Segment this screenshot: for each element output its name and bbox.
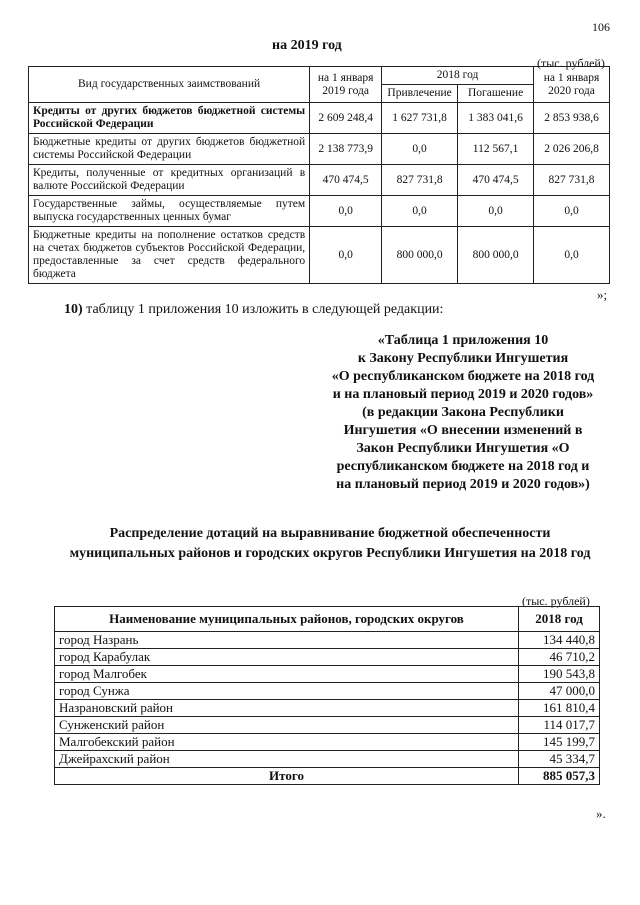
row-name: город Карабулак [55, 649, 519, 666]
paragraph-text: таблицу 1 приложения 10 изложить в следующей редакции: [86, 302, 444, 317]
heading-line: и на плановый период 2019 и 2020 годов» [332, 387, 594, 402]
cell-value: 1 383 041,6 [458, 103, 534, 134]
row-value: 161 810,4 [519, 700, 600, 717]
header-name: Наименование муниципальных районов, городских округов [55, 607, 519, 632]
cell-value: 0,0 [310, 196, 382, 227]
row-name: Джейрахский район [55, 751, 519, 768]
distribution-unit: (тыс. рублей) [522, 594, 590, 608]
row-value: 47 000,0 [519, 683, 600, 700]
header-jan2020: на 1 января 2020 года [534, 67, 610, 103]
cell-value: 0,0 [534, 196, 610, 227]
row-value: 45 334,7 [519, 751, 600, 768]
heading-line: к Закону Республики Ингушетия [357, 351, 569, 366]
cell-value: 800 000,0 [458, 227, 534, 284]
row-label: Государственные займы, осуществляемые путем выпуска государственных ценных бумаг [29, 196, 310, 227]
cell-value: 2 138 773,9 [310, 134, 382, 165]
cell-value: 0,0 [534, 227, 610, 284]
distribution-table [54, 606, 600, 785]
appendix-heading [318, 332, 608, 494]
row-name: Малгобекский район [55, 734, 519, 751]
row-name: город Назрань [55, 632, 519, 649]
row-value: 134 440,8 [519, 632, 600, 649]
borrowings-table [28, 66, 610, 284]
table-row [29, 134, 610, 165]
row-value: 46 710,2 [519, 649, 600, 666]
header-attract: Привлечение [382, 85, 458, 103]
cell-value: 0,0 [382, 134, 458, 165]
row-value: 145 199,7 [519, 734, 600, 751]
heading-line: Ингушетия «О внесении изменений в [343, 423, 583, 438]
row-name: город Сунжа [55, 683, 519, 700]
title-line: муниципальных районов и городских округов Республики Ингушетия на 2018 год [69, 546, 591, 561]
row-label: Кредиты, полученные от кредитных организаций в валюте Российской Федерации [29, 165, 310, 196]
cell-value: 2 853 938,6 [534, 103, 610, 134]
cell-value: 2 026 206,8 [534, 134, 610, 165]
table-row [55, 632, 600, 649]
table-row [55, 700, 600, 717]
paragraph-number: 10) [64, 302, 83, 317]
heading-line: республиканском бюджете на 2018 год и [336, 459, 590, 474]
header-repay: Погашение [458, 85, 534, 103]
row-label: Кредиты от других бюджетов бюджетной системы Российской Федерации [29, 103, 310, 134]
cell-value: 0,0 [382, 196, 458, 227]
top-table-title: на 2019 год [272, 38, 342, 53]
header-year: 2018 год [519, 607, 600, 632]
table-row [29, 165, 610, 196]
heading-line: Закон Республики Ингушетия «О [356, 441, 570, 456]
header-type: Вид государственных заимствований [29, 67, 310, 103]
table-row [29, 196, 610, 227]
cell-value: 827 731,8 [534, 165, 610, 196]
row-name: Назрановский район [55, 700, 519, 717]
cell-value: 827 731,8 [382, 165, 458, 196]
title-line: Распределение дотаций на выравнивание бюджетной обеспеченности [109, 526, 551, 541]
total-row [55, 768, 600, 785]
row-value: 190 543,8 [519, 666, 600, 683]
total-value: 885 057,3 [519, 768, 600, 785]
table-row [55, 649, 600, 666]
total-label: Итого [55, 768, 519, 785]
row-label: Бюджетные кредиты на пополнение остатков средств на счетах бюджетов субъектов Российской Федерации, предоставленные за счет средств федерального бюджета [29, 227, 310, 284]
cell-value: 112 567,1 [458, 134, 534, 165]
table-row [29, 227, 610, 284]
table-row [29, 103, 610, 134]
page-number: 106 [592, 20, 610, 34]
top-table-closing: »; [597, 287, 608, 302]
row-name: город Малгобек [55, 666, 519, 683]
heading-line: (в редакции Закона Республики [362, 405, 564, 420]
table-row [55, 751, 600, 768]
table-row [55, 717, 600, 734]
header-jan2019: на 1 января 2019 года [310, 67, 382, 103]
cell-value: 1 627 731,8 [382, 103, 458, 134]
cell-value: 800 000,0 [382, 227, 458, 284]
row-name: Сунженский район [55, 717, 519, 734]
header-year2018: 2018 год [382, 67, 534, 85]
heading-line: «Таблица 1 приложения 10 [377, 333, 549, 348]
heading-line: на плановый период 2019 и 2020 годов») [336, 477, 590, 492]
distribution-title [30, 524, 630, 564]
table-row [55, 734, 600, 751]
cell-value: 470 474,5 [458, 165, 534, 196]
cell-value: 0,0 [310, 227, 382, 284]
table-row [55, 666, 600, 683]
row-value: 114 017,7 [519, 717, 600, 734]
top-table-unit: (тыс. рублей) [537, 56, 605, 70]
cell-value: 0,0 [458, 196, 534, 227]
cell-value: 2 609 248,4 [310, 103, 382, 134]
distribution-closing: ». [596, 806, 606, 821]
table-row [55, 683, 600, 700]
row-label: Бюджетные кредиты от других бюджетов бюджетной системы Российской Федерации [29, 134, 310, 165]
heading-line: «О республиканском бюджете на 2018 год [331, 369, 595, 384]
cell-value: 470 474,5 [310, 165, 382, 196]
amendment-paragraph [64, 302, 443, 318]
